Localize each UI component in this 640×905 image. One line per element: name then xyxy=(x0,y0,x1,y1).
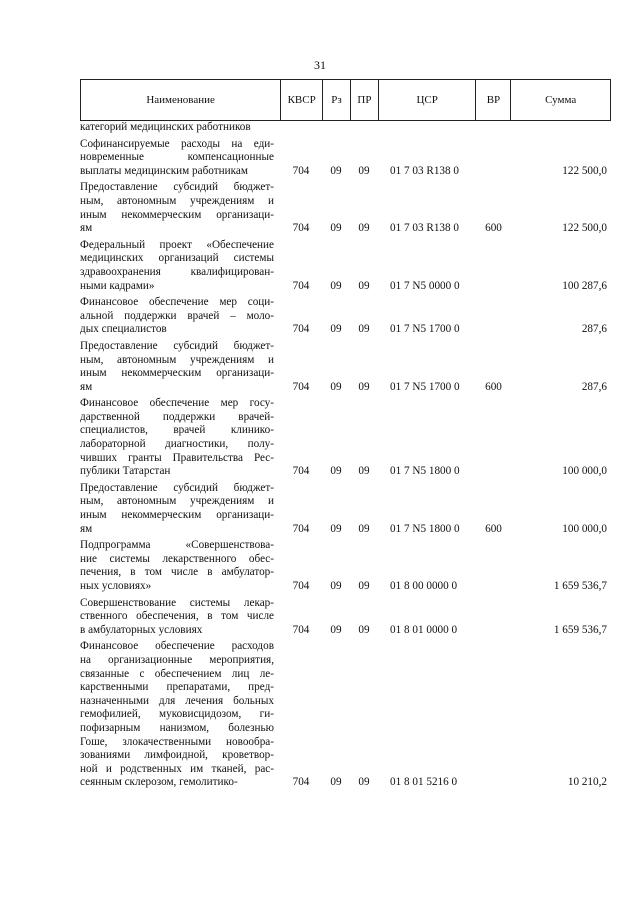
row-sum: 287,6 xyxy=(581,380,607,393)
row-csr: 01 7 N5 1700 0 xyxy=(390,323,460,336)
row-csr: 01 7 N5 1800 0 xyxy=(390,465,460,478)
row-pr: 09 xyxy=(358,776,370,789)
row-csr: 01 7 03 R138 0 xyxy=(390,222,459,235)
row-sum: 122 500,0 xyxy=(562,164,607,177)
row-kvsr: 704 xyxy=(292,776,310,789)
row-vr: 600 xyxy=(485,522,502,535)
row-csr: 01 7 N5 1800 0 xyxy=(390,522,460,535)
row-name-line: Предоставление субсидий бюджет- xyxy=(80,181,274,194)
row-sum: 100 000,0 xyxy=(562,522,607,535)
row-pr: 09 xyxy=(358,465,370,478)
table-row xyxy=(80,138,611,179)
row-kvsr: 704 xyxy=(292,164,310,177)
row-name-line: ным, автономным учреждениям и xyxy=(80,353,274,366)
row-pr: 09 xyxy=(358,222,370,235)
row-pr: 09 xyxy=(358,522,370,535)
table-row xyxy=(80,482,611,536)
header-rz: Рз xyxy=(322,80,350,120)
row-name xyxy=(80,296,280,337)
row-name-line: ям xyxy=(80,380,93,393)
row-pr: 09 xyxy=(358,279,370,292)
row-name-line: Подпрограмма «Совершенствова- xyxy=(80,539,274,552)
row-sum: 100 000,0 xyxy=(562,465,607,478)
row-kvsr: 704 xyxy=(292,222,310,235)
row-name-line: дых специалистов xyxy=(80,323,167,336)
header-kvsr: КВСР xyxy=(280,80,322,120)
table-row xyxy=(80,597,611,638)
table-row xyxy=(80,121,611,135)
row-name-line: связанные с обеспечением лиц ле- xyxy=(80,667,274,680)
table-row xyxy=(80,640,611,790)
row-name xyxy=(80,539,280,593)
row-name-line: альной поддержки врачей – моло- xyxy=(80,309,274,322)
row-rz: 09 xyxy=(330,279,342,292)
header-pr: ПР xyxy=(350,80,378,120)
row-name-line: ям xyxy=(80,222,93,235)
row-rz: 09 xyxy=(330,164,342,177)
row-name xyxy=(80,482,280,536)
row-pr: 09 xyxy=(358,164,370,177)
header-name: Наименование xyxy=(146,94,215,106)
row-pr: 09 xyxy=(358,580,370,592)
row-name-line: ям xyxy=(80,522,93,535)
table-row xyxy=(80,181,611,235)
row-kvsr: 704 xyxy=(292,279,310,292)
row-name-line: Финансовое обеспечение мер госу- xyxy=(80,397,274,410)
row-csr: 01 8 01 0000 0 xyxy=(390,623,458,636)
row-name-line: иным некоммерческим организаци- xyxy=(80,509,274,522)
row-csr: 01 8 01 5216 0 xyxy=(390,776,458,789)
header-sum: Сумма xyxy=(510,80,610,120)
row-name xyxy=(80,397,280,479)
row-name-line: иным некоммерческим организаци- xyxy=(80,208,274,221)
row-name-line: карственными препаратами, пред- xyxy=(80,681,274,694)
header-vr: ВР xyxy=(475,80,510,120)
row-name-line: лабораторной диагностики, полу- xyxy=(80,438,274,451)
table-body xyxy=(80,121,611,790)
row-rz: 09 xyxy=(330,776,342,789)
row-name-line: выплаты медицинским работникам xyxy=(80,164,248,177)
page-number: 31 xyxy=(314,58,326,72)
row-name xyxy=(80,239,280,293)
table-header xyxy=(80,79,611,121)
row-csr: 01 8 00 0000 0 xyxy=(390,580,458,592)
row-name-line: здравоохранения квалифицирован- xyxy=(80,265,274,278)
row-name-line: ными кадрами» xyxy=(80,279,155,292)
row-name-line: печения, в том числе в амбулатор- xyxy=(80,566,274,579)
row-name-line: Софинансируемые расходы на еди- xyxy=(80,137,274,150)
row-name-line: новременные компенсационные xyxy=(80,151,274,164)
row-name-line: зованиями лимфоидной, кроветвор- xyxy=(80,749,274,762)
row-name-line: дарственной поддержки врачей- xyxy=(80,410,274,423)
row-name-line: ным, автономным учреждениям и xyxy=(80,495,274,508)
header-csr: ЦСР xyxy=(378,80,476,120)
row-name xyxy=(80,121,280,135)
row-name-line: Совершенствование системы лекар- xyxy=(80,596,274,609)
row-name xyxy=(80,340,280,394)
row-kvsr: 704 xyxy=(292,580,310,592)
row-kvsr: 704 xyxy=(292,323,310,336)
table-row xyxy=(80,296,611,337)
row-rz: 09 xyxy=(330,623,342,636)
row-name xyxy=(80,597,280,638)
row-sum: 287,6 xyxy=(581,323,607,336)
row-name-line: публики Татарстан xyxy=(80,465,171,478)
row-rz: 09 xyxy=(330,222,342,235)
row-name-line: пофизарным нанизмом, болезнью xyxy=(80,721,274,734)
row-rz: 09 xyxy=(330,323,342,336)
row-name-line: гемофилией, муковисцидозом, ги- xyxy=(80,708,274,721)
row-name-line: ных условиях» xyxy=(80,580,152,592)
row-name-line: на организационные мероприятия, xyxy=(80,653,274,666)
row-name-line: в амбулаторных условиях xyxy=(80,623,203,636)
row-kvsr: 704 xyxy=(292,465,310,478)
row-name-line: Предоставление субсидий бюджет- xyxy=(80,481,274,494)
table-row xyxy=(80,340,611,394)
row-name-line: Финансовое обеспечение мер соци- xyxy=(80,296,274,309)
row-csr: 01 7 N5 1700 0 xyxy=(390,380,460,393)
row-pr: 09 xyxy=(358,380,370,393)
row-name-line: медицинских организаций системы xyxy=(80,252,274,265)
row-pr: 09 xyxy=(358,623,370,636)
row-kvsr: 704 xyxy=(292,380,310,393)
row-sum: 122 500,0 xyxy=(562,222,607,235)
row-pr: 09 xyxy=(358,323,370,336)
row-name-line: ние системы лекарственного обес- xyxy=(80,552,274,565)
row-name xyxy=(80,181,280,235)
row-rz: 09 xyxy=(330,580,342,592)
row-vr: 600 xyxy=(485,380,502,393)
row-kvsr: 704 xyxy=(292,522,310,535)
row-rz: 09 xyxy=(330,522,342,535)
row-vr: 600 xyxy=(485,222,502,235)
row-name xyxy=(80,138,280,179)
row-rz: 09 xyxy=(330,380,342,393)
row-name-line: назначенными для лечения больных xyxy=(80,694,274,707)
row-name-line: Финансовое обеспечение расходов xyxy=(80,640,274,653)
row-name-line: иным некоммерческим организаци- xyxy=(80,367,274,380)
table-row xyxy=(80,397,611,479)
row-sum: 100 287,6 xyxy=(562,279,607,292)
row-name-line: Федеральный проект «Обеспечение xyxy=(80,238,274,251)
row-sum: 10 210,2 xyxy=(567,776,607,789)
row-csr: 01 7 03 R138 0 xyxy=(390,164,459,177)
row-name-line: Гоше, злокачественными новообра- xyxy=(80,735,274,748)
table-row xyxy=(80,239,611,293)
row-csr: 01 7 N5 0000 0 xyxy=(390,279,460,292)
row-name-line: специалистов, врачей клинико- xyxy=(80,424,274,437)
row-name-line: ственного обеспечения, в том числе xyxy=(80,610,274,623)
row-name-line: ным, автономным учреждениям и xyxy=(80,194,274,207)
budget-table xyxy=(80,79,611,790)
row-rz: 09 xyxy=(330,465,342,478)
row-name-line: категорий медицинских работников xyxy=(80,121,251,133)
row-name-line: сеянным склерозом, гемолитико- xyxy=(80,776,238,789)
row-name-line: ной и родственных им тканей, рас- xyxy=(80,762,274,775)
table-row xyxy=(80,539,611,593)
row-name-line: чивших гранты Правительства Рес- xyxy=(80,451,274,464)
row-name xyxy=(80,640,280,790)
row-sum: 1 659 536,7 xyxy=(553,623,607,636)
row-kvsr: 704 xyxy=(292,623,310,636)
row-sum: 1 659 536,7 xyxy=(553,580,607,592)
row-name-line: Предоставление субсидий бюджет- xyxy=(80,339,274,352)
